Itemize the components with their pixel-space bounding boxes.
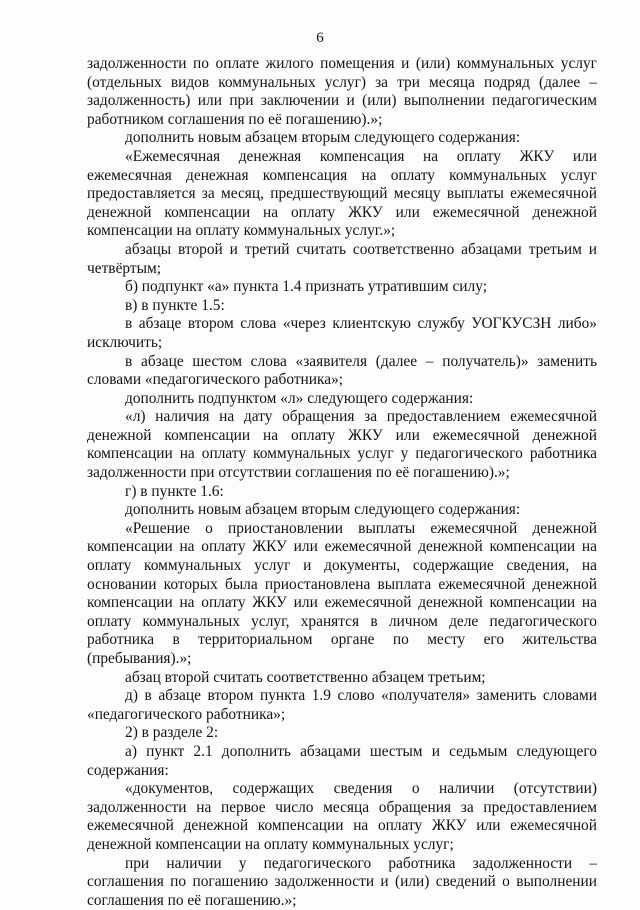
- paragraph: задолженности по оплате жилого помещения и (или) коммунальных услуг (отдельных видов коммунальных услуг) за три месяца подряд (далее – задолженность) или при заключении и (или) выполнении педагогическим работником соглашения по её погашению).»;: [87, 55, 597, 128]
- paragraph: в абзаце втором слова «через клиентскую службу УОГКУСЗН либо» исключить;: [87, 315, 597, 351]
- paragraph: г) в пункте 1.6:: [125, 482, 224, 500]
- paragraph: 2) в разделе 2:: [125, 724, 219, 742]
- page-number: 6: [316, 30, 324, 46]
- paragraph: б) подпункт «а» пункта 1.4 признать утратившим силу;: [125, 278, 487, 296]
- paragraph: абзац второй считать соответственно абзацем третьим;: [125, 668, 486, 686]
- paragraph: д) в абзаце втором пункта 1.9 слово «получателя» заменить словами «педагогического работника»;: [87, 687, 597, 723]
- paragraph: а) пункт 2.1 дополнить абзацами шестым и седьмым следующего содержания:: [87, 742, 597, 779]
- paragraph: «документов, содержащих сведения о наличии (отсутствии) задолженности на первое число месяца обращения за предоставлением ежемесячной денежной компенсации на оплату ЖКУ или ежемесячной денежной компенсации на оплату коммунальных услуг;: [87, 780, 597, 853]
- paragraph: «Ежемесячная денежная компенсация на оплату ЖКУ или ежемесячная денежная компенсация на оплату коммунальных услуг предоставляется за месяц, предшествующий месяцу выплаты ежемесячной денежной компенсации на оплату ЖКУ или ежемесячной денежной компенсации на оплату коммунальных услуг.»;: [87, 147, 597, 240]
- paragraph: абзацы второй и третий считать соответственно абзацами третьим и четвёртым;: [87, 240, 597, 277]
- document-body: [87, 55, 597, 910]
- paragraph: «л) наличия на дату обращения за предоставлением ежемесячной денежной компенсации на оплату ЖКУ или ежемесячной денежной компенсации на оплату коммунальных услуг у педагогического работника задолженности при отсутствии соглашения по её погашению).»;: [87, 408, 597, 482]
- paragraph: «Решение о приостановлении выплаты ежемесячной денежной компенсации на оплату ЖКУ или ежемесячной денежной компенсации на оплату коммунальных услуг и документы, содержащие сведения, на основании которых была приостановлена выплата ежемесячной денежной компенсации на оплату ЖКУ или ежемесячной денежной компенсации на оплату коммунальных услуг, хранятся в личном деле педагогического работника в территориальном органе по месту его жительства (пребывания).»;: [87, 519, 597, 667]
- paragraph: при наличии у педагогического работника задолженности – соглашения по погашению задолженности и (или) сведений о выполнении соглашения по её погашению.»;: [87, 854, 597, 909]
- paragraph: дополнить подпунктом «л» следующего содержания:: [125, 389, 474, 407]
- paragraph: дополнить новым абзацем вторым следующего содержания:: [125, 129, 521, 147]
- paragraph: дополнить новым абзацем вторым следующего содержания:: [125, 501, 521, 519]
- paragraph: в) в пункте 1.5:: [125, 296, 225, 314]
- paragraph: в абзаце шестом слова «заявителя (далее – получатель)» заменить словами «педагогического работника»;: [87, 352, 597, 389]
